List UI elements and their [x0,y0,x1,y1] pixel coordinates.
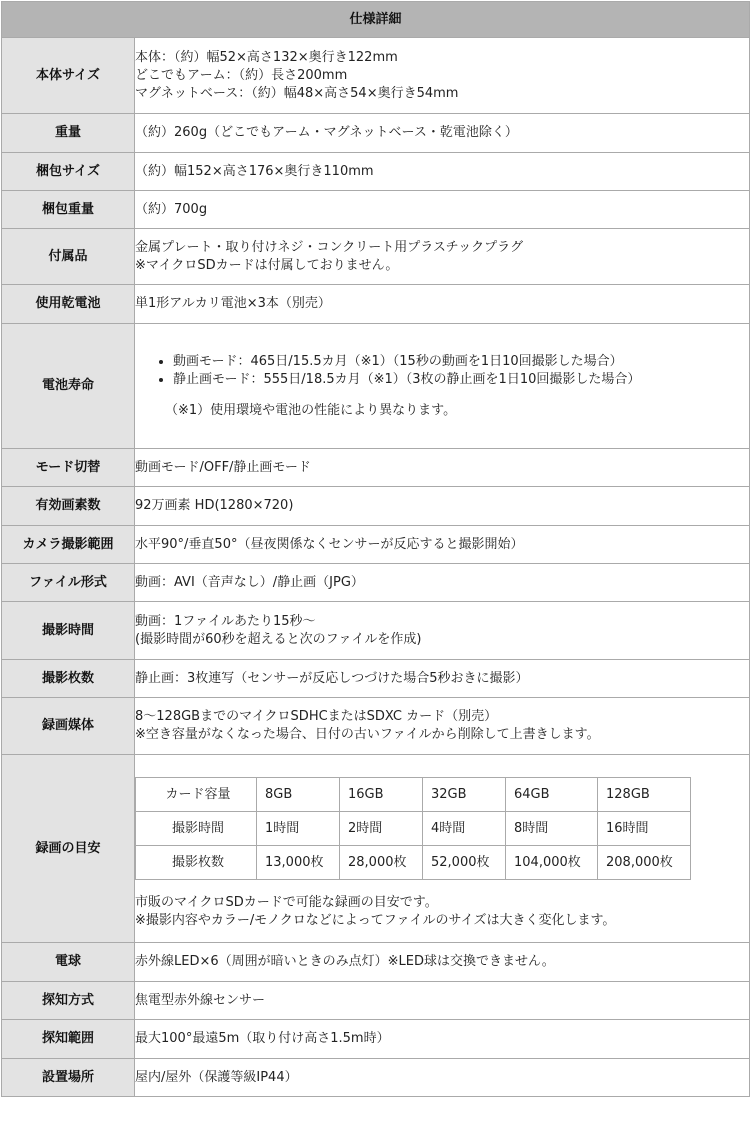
size-line: 本体：（約）幅52×高さ132×奥行き122mm [135,49,398,65]
value-camera-range: 水平90°/垂直50°（昼夜関係なくセンサーが反応すると撮影開始） [135,526,750,564]
capacity-cell: 1時間 [257,812,340,846]
label-mode: モード切替 [2,449,135,487]
label-weight: 重量 [2,114,135,153]
label-location: 設置場所 [2,1059,135,1097]
capacity-header-cell: 16GB [340,778,423,812]
label-size: 本体サイズ [2,38,135,114]
capacity-cell: 104,000枚 [506,846,598,880]
capacity-header-cell: 32GB [423,778,506,812]
label-pixels: 有効画素数 [2,487,135,526]
label-accessories: 付属品 [2,229,135,285]
capacity-cell: 28,000枚 [340,846,423,880]
value-battery-life [135,324,750,449]
table-row [2,564,750,602]
label-bulb: 電球 [2,943,135,982]
capacity-cell: 2時間 [340,812,423,846]
size-line: マグネットベース：（約）幅48×高さ54×奥行き54mm [135,85,459,101]
label-guide: 録画の目安 [2,755,135,943]
guide-note: 市販のマイクロSDカードで可能な録画の目安です。 [135,895,438,910]
table-row [2,660,750,698]
capacity-header-cell: 128GB [598,778,691,812]
label-media: 録画媒体 [2,698,135,755]
label-camera-range: カメラ撮影範囲 [2,526,135,564]
label-battery-life: 電池寿命 [2,324,135,449]
table-row [2,449,750,487]
table-row [2,526,750,564]
value-accessories [135,229,750,285]
rec-time-line: 動画：1ファイルあたり15秒～ [135,613,316,629]
guide-note: ※撮影内容やカラー/モノクロなどによってファイルのサイズは大きく変化します。 [135,913,616,928]
capacity-cell: 4時間 [423,812,506,846]
table-row [2,38,750,114]
guide-notes [135,894,749,930]
value-weight: （約）260g（どこでもアーム・マグネットベース・乾電池除く） [135,114,750,153]
table-row [2,1020,750,1059]
label-rec-time: 撮影時間 [2,602,135,660]
capacity-header-row [136,778,691,812]
label-package-size: 梱包サイズ [2,153,135,191]
value-rec-time [135,602,750,660]
capacity-header-cell: カード容量 [136,778,257,812]
capacity-cell: 208,000枚 [598,846,691,880]
capacity-header-cell: 8GB [257,778,340,812]
value-pixels: 92万画素 HD(1280×720) [135,487,750,526]
accessories-line: ※マイクロSDカードは付属しておりません。 [135,257,399,273]
spec-title: 仕様詳細 [2,2,750,38]
table-row [2,153,750,191]
media-line: ※空き容量がなくなった場合、日付の古いファイルから削除して上書きします。 [135,727,600,742]
value-package-weight: （約）700g [135,191,750,229]
table-row [2,191,750,229]
label-detection-range: 探知範囲 [2,1020,135,1059]
accessories-line: 金属プレート・取り付けネジ・コンクリート用プラスチックプラグ [135,239,524,255]
table-row [2,487,750,526]
table-row [2,324,750,449]
table-row [2,1059,750,1097]
value-bulb: 赤外線LED×6（周囲が暗いときのみ点灯）※LED球は交換できません。 [135,943,750,982]
battery-life-list [173,353,749,389]
capacity-row [136,846,691,880]
battery-life-note: （※1）使用環境や電池の性能により異なります。 [165,402,457,418]
table-row [2,229,750,285]
label-shots: 撮影枚数 [2,660,135,698]
capacity-cell: 撮影枚数 [136,846,257,880]
label-battery: 使用乾電池 [2,285,135,324]
value-size [135,38,750,114]
value-file-format: 動画：AVI（音声なし）/静止画（JPG） [135,564,750,602]
capacity-cell: 撮影時間 [136,812,257,846]
value-guide [135,755,750,943]
table-row [2,755,750,943]
value-shots: 静止画：3枚連写（センサーが反応しつづけた場合5秒おきに撮影） [135,660,750,698]
rec-time-line: (撮影時間が60秒を超えると次のファイルを作成) [135,631,422,647]
table-row [2,943,750,982]
table-row [2,698,750,755]
capacity-header-cell: 64GB [506,778,598,812]
capacity-row [136,812,691,846]
capacity-cell: 52,000枚 [423,846,506,880]
media-line: 8～128GBまでのマイクロSDHCまたはSDXC カード（別売） [135,709,498,724]
table-row [2,982,750,1020]
capacity-cell: 8時間 [506,812,598,846]
value-mode: 動画モード/OFF/静止画モード [135,449,750,487]
capacity-cell: 13,000枚 [257,846,340,880]
list-item: • 動画モード：465日/15.5カ月（※1）（15秒の動画を1日10回撮影した場合） [173,353,749,371]
value-detection-range: 最大100°最遠5m（取り付け高さ1.5m時） [135,1020,750,1059]
value-media [135,698,750,755]
value-battery: 単1形アルカリ電池×3本（別売） [135,285,750,324]
value-package-size: （約）幅152×高さ176×奥行き110mm [135,153,750,191]
list-item: • 静止画モード：555日/18.5カ月（※1）（3枚の静止画を1日10回撮影した場合） [173,371,749,389]
value-detection-method: 焦電型赤外線センサー [135,982,750,1020]
table-row [2,114,750,153]
size-line: どこでもアーム：（約）長さ200mm [135,67,348,83]
value-location: 屋内/屋外（保護等級IP44） [135,1059,750,1097]
label-package-weight: 梱包重量 [2,191,135,229]
table-row [2,285,750,324]
spec-table [1,1,750,1097]
capacity-cell: 16時間 [598,812,691,846]
table-row [2,602,750,660]
label-file-format: ファイル形式 [2,564,135,602]
label-detection-method: 探知方式 [2,982,135,1020]
capacity-table [135,777,691,880]
